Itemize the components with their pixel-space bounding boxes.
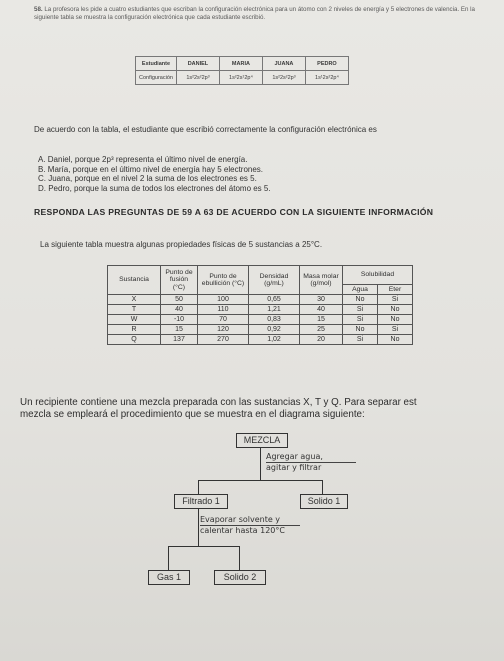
cell-eter: Si [378,325,413,335]
table-row [136,71,349,85]
header-juana: JUANA [262,57,305,71]
cell-fusion: -10 [161,315,198,325]
cell-sustancia: X [108,295,161,305]
cell-masa: 20 [300,335,343,345]
properties-intro: La siguiente tabla muestra algunas propiedades físicas de 5 sustancias a 25°C. [40,240,323,249]
header-solubilidad: Solubilidad [343,266,413,285]
header-masa-molar: Masa molar (g/mol) [300,266,343,295]
cell-sustancia: R [108,325,161,335]
step-1-label [266,452,356,473]
config-daniel: 1s²2s²2p³ [176,71,219,85]
solido-1-box: Solido 1 [300,494,348,509]
question-number: 58. [34,6,43,13]
cell-ebullicion: 100 [198,295,249,305]
cell-densidad: 1,02 [249,335,300,345]
connector [168,546,240,547]
option-c[interactable]: C. Juana, porque en el nivel 2 la suma de los electrones es 5. [38,174,257,183]
table-row [108,315,413,325]
mixture-paragraph [20,397,504,421]
header-sustancia: Sustancia [108,266,161,295]
cell-densidad: 0,83 [249,315,300,325]
paragraph-line-1: Un recipiente contiene una mezcla preparada con las sustancias X, T y Q. Para separar est [20,397,417,408]
table-row [108,305,413,315]
header-ebullicion: Punto de ebullición (°C) [198,266,249,295]
solido-2-box: Solido 2 [214,570,266,585]
cell-masa: 25 [300,325,343,335]
cell-agua: Si [343,305,378,315]
cell-sustancia: Q [108,335,161,345]
cell-ebullicion: 110 [198,305,249,315]
cell-agua: Si [343,315,378,325]
step-2-label [200,515,300,536]
header-fusion: Punto de fusión (°C) [161,266,198,295]
option-b[interactable]: B. María, porque en el último nivel de energía hay 5 electrones. [38,164,264,174]
cell-masa: 15 [300,315,343,325]
answer-options [38,155,478,193]
cell-fusion: 137 [161,335,198,345]
paragraph-line-2: mezcla se empleará el procedimiento que se muestra en el diagrama siguiente: [20,409,365,420]
cell-ebullicion: 270 [198,335,249,345]
gas-1-box: Gas 1 [148,570,190,585]
cell-eter: Si [378,295,413,305]
table-header-row [108,266,413,285]
table-row [108,325,413,335]
connector [168,546,169,570]
configuration-table [135,56,349,85]
section-heading: RESPONDA LAS PREGUNTAS DE 59 A 63 DE ACUERDO CON LA SIGUIENTE INFORMACIÓN [34,207,434,217]
step-1-line-1: Agregar agua, [266,452,323,461]
config-maria: 1s²2s¹2p⁴ [219,71,262,85]
mezcla-box: MEZCLA [236,433,288,448]
step-1-line-2: agitar y filtrar [266,462,356,473]
cell-densidad: 0,92 [249,325,300,335]
cell-densidad: 1,21 [249,305,300,315]
config-juana: 1s²2s²2p³ [262,71,305,85]
cell-masa: 30 [300,295,343,305]
cell-densidad: 0,65 [249,295,300,305]
filtrado-1-box: Filtrado 1 [174,494,228,509]
connector [198,508,199,546]
connector [239,546,240,570]
cell-eter: No [378,305,413,315]
question-58-prompt: De acuerdo con la tabla, el estudiante que escribió correctamente la configuración electrónica es [34,125,377,134]
header-agua: Agua [343,285,378,295]
table-header-row [136,57,349,71]
cell-agua: No [343,295,378,305]
connector [260,447,261,480]
cell-eter: No [378,315,413,325]
cell-fusion: 40 [161,305,198,315]
question-58-body: La profesora les pide a cuatro estudiantes que escriban la configuración electrónica para un átomo con 2 niveles de energía y 5 electrones de valencia. En la siguiente tabla se muestra la configuración electrónica que cada estudiante escribió. [34,6,475,21]
connector [198,480,323,481]
table-row [108,335,413,345]
connector [322,480,323,494]
option-a[interactable]: A. Daniel, porque 2p³ representa el último nivel de energía. [38,155,248,164]
cell-sustancia: W [108,315,161,325]
step-2-line-2: calentar hasta 120°C [200,526,285,535]
cell-sustancia: T [108,305,161,315]
cell-ebullicion: 120 [198,325,249,335]
properties-table [107,265,413,345]
row-label-configuracion: Configuración [136,71,177,85]
question-58-text [34,6,496,22]
header-estudiante: Estudiante [136,57,177,71]
header-pedro: PEDRO [305,57,348,71]
step-2-line-1: Evaporar solvente y [200,515,300,526]
cell-agua: No [343,325,378,335]
table-row [108,295,413,305]
cell-ebullicion: 70 [198,315,249,325]
config-pedro: 1s¹2s²2p⁴ [305,71,348,85]
cell-eter: No [378,335,413,345]
header-daniel: DANIEL [176,57,219,71]
cell-fusion: 50 [161,295,198,305]
option-d[interactable]: D. Pedro, porque la suma de todos los electrones del átomo es 5. [38,183,271,193]
header-densidad: Densidad (g/mL) [249,266,300,295]
cell-agua: Si [343,335,378,345]
header-maria: MARIA [219,57,262,71]
connector [198,480,199,494]
header-eter: Eter [378,285,413,295]
cell-fusion: 15 [161,325,198,335]
cell-masa: 40 [300,305,343,315]
